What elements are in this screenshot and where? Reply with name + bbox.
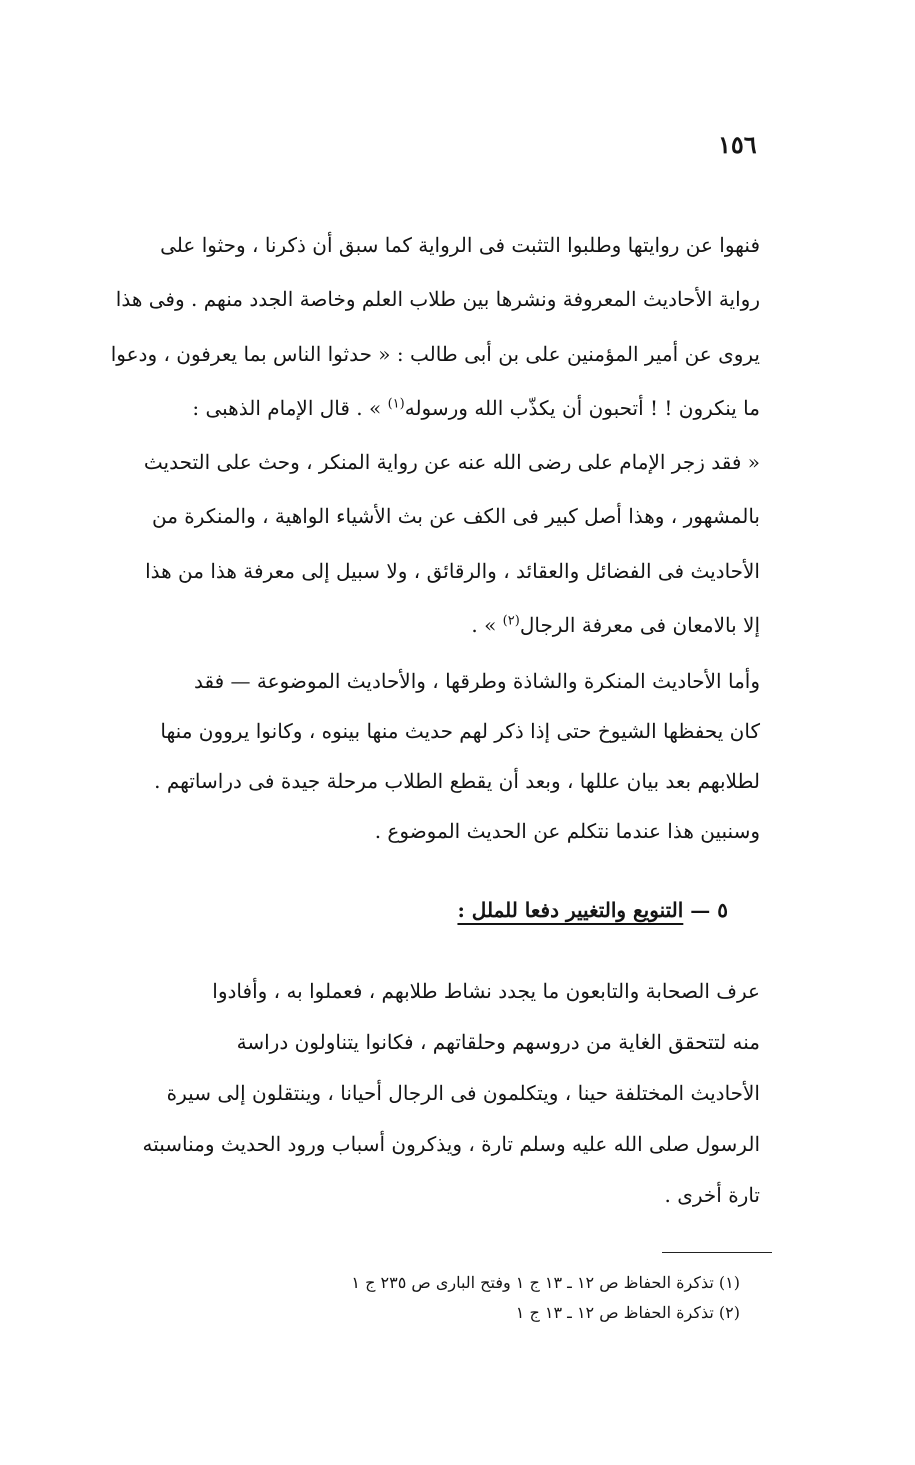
- text-line-with-footnote: [110, 381, 760, 435]
- text-line: وأما الأحاديث المنكرة والشاذة وطرقها ، والأحاديث الموضوعة — فقد: [193, 669, 760, 693]
- section-heading: [440, 898, 728, 922]
- text-line: الأحاديث المختلفة حينا ، ويتكلمون فى الرجال أحيانا ، وينتقلون إلى سيرة: [166, 1081, 760, 1105]
- text-line: لطلابهم بعد بيان عللها ، وبعد أن يقطع الطلاب مرحلة جيدة فى دراساتهم .: [154, 769, 760, 793]
- footnote-ref-2: (٢): [502, 613, 520, 629]
- text-line: كان يحفظها الشيوخ حتى إذا ذكر لهم حديث منها بينوه ، وكانوا يروون منها: [160, 719, 760, 743]
- paragraph-3: [110, 966, 760, 1221]
- text-line: فنهوا عن روايتها وطلبوا التثبت فى الرواية كما سبق أن ذكرنا ، وحثوا على: [160, 233, 760, 257]
- text-line: رواية الأحاديث المعروفة ونشرها بين طلاب العلم وخاصة الجدد منهم . وفى هذا: [115, 287, 760, 312]
- text-line: منه لتتحقق الغاية من دروسهم وحلقاتهم ، فكانوا يتناولون دراسة: [236, 1030, 760, 1054]
- footnote-divider: [662, 1252, 772, 1253]
- text-line: بالمشهور ، وهذا أصل كبير فى الكف عن بث الأشياء الواهية ، والمنكرة من: [152, 504, 760, 529]
- text-segment: » .: [471, 613, 503, 638]
- page-number: ١٥٦: [718, 130, 757, 159]
- text-segment: » . قال الإمام الذهبى :: [192, 395, 388, 420]
- text-segment: إلا بالامعان فى معرفة الرجال: [519, 613, 760, 638]
- text-line-with-footnote: [110, 598, 760, 652]
- text-line: يروى عن أمير المؤمنين على بن أبى طالب : « حدثوا الناس بما يعرفون ، ودعوا: [110, 341, 760, 366]
- text-line: الأحاديث فى الفضائل والعقائد ، والرقائق ، ولا سبيل إلى معرفة هذا من هذا: [145, 558, 760, 583]
- section-title: التنويع والتغيير دفعا للملل :: [457, 898, 684, 922]
- text-line: « فقد زجر الإمام على رضى الله عنه عن رواية المنكر ، وحث على التحديث: [143, 450, 760, 475]
- footnote-1: (١) تذكرة الحفاظ ص ١٢ ـ ١٣ ج ١ وفتح البارى ص ٢٣٥ ج ١: [351, 1273, 740, 1292]
- text-line: وسنبين هذا عندما نتكلم عن الحديث الموضوع .: [374, 819, 760, 843]
- text-line: تارة أخرى .: [664, 1183, 760, 1207]
- footnotes: [230, 1268, 740, 1328]
- footnote-2: (٢) تذكرة الحفاظ ص ١٢ ـ ١٣ ج ١: [515, 1303, 740, 1322]
- section-number: ٥ —: [690, 898, 728, 922]
- text-segment: ما ينكرون ! ! أتحبون أن يكذّب الله ورسوله: [404, 395, 760, 420]
- footnote-ref-1: (١): [387, 396, 405, 412]
- text-line: عرف الصحابة والتابعون ما يجدد نشاط طلابهم ، فعملوا به ، وأفادوا: [212, 979, 760, 1003]
- paragraph-2: [110, 656, 760, 856]
- paragraph-1: [110, 218, 760, 652]
- text-line: الرسول صلى الله عليه وسلم تارة ، ويذكرون أسباب ورود الحديث ومناسبته: [142, 1132, 760, 1156]
